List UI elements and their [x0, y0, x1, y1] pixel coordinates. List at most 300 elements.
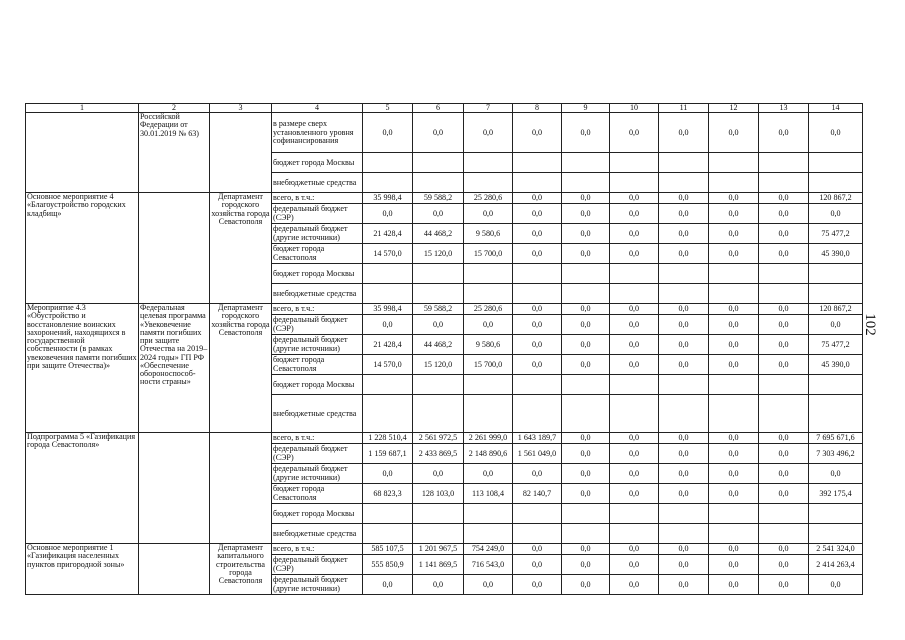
value-cell — [562, 524, 610, 544]
value-cell — [562, 504, 610, 524]
value-cell: 120 867,2 — [809, 304, 863, 315]
value-cell: 0,0 — [759, 544, 809, 555]
value-cell: 0,0 — [709, 433, 759, 444]
value-cell: 75 477,2 — [809, 224, 863, 244]
value-cell — [513, 504, 562, 524]
value-cell: 0,0 — [562, 113, 610, 153]
value-cell — [464, 173, 513, 193]
value-cell: 15 120,0 — [413, 244, 464, 264]
value-cell: 2 561 972,5 — [413, 433, 464, 444]
value-cell — [659, 173, 709, 193]
value-cell — [759, 173, 809, 193]
value-cell — [413, 395, 464, 433]
value-cell: 0,0 — [709, 244, 759, 264]
value-cell: 0,0 — [659, 304, 709, 315]
value-cell: 0,0 — [562, 355, 610, 375]
value-cell — [809, 173, 863, 193]
value-cell: 0,0 — [759, 204, 809, 224]
value-cell — [562, 264, 610, 284]
value-cell — [413, 504, 464, 524]
value-cell: 0,0 — [562, 555, 610, 575]
value-cell — [759, 524, 809, 544]
value-cell: 0,0 — [809, 113, 863, 153]
value-cell: 0,0 — [513, 555, 562, 575]
value-cell — [659, 524, 709, 544]
value-cell: 0,0 — [709, 193, 759, 204]
program-cell — [139, 544, 210, 595]
value-cell: 0,0 — [659, 555, 709, 575]
source-label-cell: в размере сверх установленного уровня софинансирования — [272, 113, 363, 153]
value-cell: 59 588,2 — [413, 304, 464, 315]
table-row — [26, 193, 863, 204]
value-cell: 0,0 — [759, 315, 809, 335]
value-cell: 0,0 — [659, 355, 709, 375]
value-cell — [709, 173, 759, 193]
budget-table — [25, 103, 863, 595]
value-cell: 0,0 — [610, 464, 659, 484]
value-cell: 0,0 — [513, 464, 562, 484]
value-cell: 0,0 — [709, 224, 759, 244]
value-cell: 0,0 — [610, 555, 659, 575]
value-cell — [513, 375, 562, 395]
value-cell: 392 175,4 — [809, 484, 863, 504]
value-cell — [363, 173, 413, 193]
value-cell: 0,0 — [709, 555, 759, 575]
value-cell: 0,0 — [413, 204, 464, 224]
value-cell — [809, 264, 863, 284]
value-cell: 0,0 — [562, 204, 610, 224]
value-cell: 0,0 — [659, 433, 709, 444]
value-cell — [709, 284, 759, 304]
value-cell — [709, 153, 759, 173]
value-cell: 0,0 — [659, 464, 709, 484]
value-cell: 0,0 — [759, 464, 809, 484]
header-cell: 6 — [413, 104, 464, 113]
value-cell — [363, 504, 413, 524]
value-cell: 0,0 — [759, 224, 809, 244]
value-cell — [809, 153, 863, 173]
value-cell: 0,0 — [659, 224, 709, 244]
value-cell: 0,0 — [709, 204, 759, 224]
value-cell — [709, 395, 759, 433]
value-cell — [464, 395, 513, 433]
value-cell: 0,0 — [562, 244, 610, 264]
executor-cell: Департамент городского хозяйства города Севастополя — [210, 193, 272, 304]
value-cell: 0,0 — [363, 315, 413, 335]
value-cell: 0,0 — [709, 444, 759, 464]
value-cell: 0,0 — [562, 193, 610, 204]
table-row — [26, 544, 863, 555]
value-cell: 0,0 — [562, 575, 610, 595]
value-cell — [610, 395, 659, 433]
value-cell — [809, 524, 863, 544]
value-cell — [464, 284, 513, 304]
value-cell: 0,0 — [809, 204, 863, 224]
value-cell: 0,0 — [562, 544, 610, 555]
value-cell: 555 850,9 — [363, 555, 413, 575]
value-cell: 0,0 — [363, 113, 413, 153]
value-cell — [363, 395, 413, 433]
value-cell: 14 570,0 — [363, 355, 413, 375]
value-cell: 0,0 — [562, 224, 610, 244]
value-cell — [513, 153, 562, 173]
table-header-row — [26, 104, 863, 113]
value-cell: 0,0 — [413, 315, 464, 335]
value-cell — [610, 375, 659, 395]
value-cell: 1 228 510,4 — [363, 433, 413, 444]
value-cell — [659, 264, 709, 284]
value-cell: 82 140,7 — [513, 484, 562, 504]
value-cell: 1 159 687,1 — [363, 444, 413, 464]
value-cell: 2 414 263,4 — [809, 555, 863, 575]
value-cell: 0,0 — [464, 113, 513, 153]
value-cell — [513, 264, 562, 284]
value-cell — [464, 153, 513, 173]
value-cell: 0,0 — [610, 113, 659, 153]
value-cell: 0,0 — [513, 544, 562, 555]
value-cell: 0,0 — [809, 315, 863, 335]
value-cell: 0,0 — [709, 355, 759, 375]
item-name-cell: Подпрограмма 5 «Газификация города Севастополя» — [26, 433, 139, 544]
value-cell: 0,0 — [709, 484, 759, 504]
value-cell: 0,0 — [759, 355, 809, 375]
value-cell: 9 580,6 — [464, 224, 513, 244]
value-cell: 0,0 — [363, 204, 413, 224]
source-label-cell: бюджет города Севастополя — [272, 355, 363, 375]
value-cell — [759, 153, 809, 173]
value-cell: 0,0 — [759, 113, 809, 153]
value-cell: 35 998,4 — [363, 304, 413, 315]
value-cell: 0,0 — [562, 444, 610, 464]
value-cell: 44 468,2 — [413, 335, 464, 355]
header-cell: 13 — [759, 104, 809, 113]
value-cell: 44 468,2 — [413, 224, 464, 244]
value-cell — [610, 504, 659, 524]
value-cell: 2 541 324,0 — [809, 544, 863, 555]
value-cell: 0,0 — [659, 315, 709, 335]
program-cell: Российской Федерации от 30.01.2019 № 63) — [139, 113, 210, 193]
value-cell — [562, 375, 610, 395]
item-name-cell: Основное мероприятие 4 «Благоустройство городских кладбищ» — [26, 193, 139, 304]
executor-cell: Департамент капитального строительства города Севастополя — [210, 544, 272, 595]
executor-cell — [210, 113, 272, 193]
item-name-cell: Мероприятие 4.3 «Обустройство и восстановление воинских захоронений, находящихся в государственной собственности (в рамках увековечения памяти погибших при защите Отечества)» — [26, 304, 139, 433]
value-cell: 0,0 — [659, 544, 709, 555]
header-cell: 5 — [363, 104, 413, 113]
source-label-cell: внебюджетные средства — [272, 173, 363, 193]
value-cell — [759, 504, 809, 524]
value-cell — [809, 395, 863, 433]
value-cell: 0,0 — [709, 304, 759, 315]
value-cell: 2 261 999,0 — [464, 433, 513, 444]
source-label-cell: федеральный бюджет (другие источники) — [272, 575, 363, 595]
value-cell: 25 280,6 — [464, 304, 513, 315]
source-label-cell: федеральный бюджет (другие источники) — [272, 335, 363, 355]
value-cell: 0,0 — [759, 433, 809, 444]
value-cell: 0,0 — [513, 113, 562, 153]
source-label-cell: бюджет города Севастополя — [272, 244, 363, 264]
value-cell: 0,0 — [659, 204, 709, 224]
value-cell: 45 390,0 — [809, 355, 863, 375]
value-cell: 15 120,0 — [413, 355, 464, 375]
value-cell: 0,0 — [709, 335, 759, 355]
executor-cell: Департамент городского хозяйства города Севастополя — [210, 304, 272, 433]
value-cell: 0,0 — [610, 355, 659, 375]
value-cell: 0,0 — [363, 464, 413, 484]
value-cell: 0,0 — [659, 193, 709, 204]
item-name-cell: Основное мероприятие 1 «Газификация населенных пунктов пригородной зоны» — [26, 544, 139, 595]
value-cell — [413, 284, 464, 304]
value-cell: 21 428,4 — [363, 335, 413, 355]
value-cell — [809, 375, 863, 395]
value-cell: 0,0 — [610, 193, 659, 204]
value-cell — [413, 375, 464, 395]
value-cell — [709, 375, 759, 395]
value-cell: 2 433 869,5 — [413, 444, 464, 464]
value-cell: 0,0 — [809, 575, 863, 595]
value-cell: 0,0 — [759, 244, 809, 264]
value-cell — [759, 284, 809, 304]
value-cell: 0,0 — [659, 335, 709, 355]
value-cell: 0,0 — [562, 433, 610, 444]
value-cell: 0,0 — [513, 575, 562, 595]
value-cell: 0,0 — [562, 484, 610, 504]
value-cell: 15 700,0 — [464, 244, 513, 264]
source-label-cell: федеральный бюджет (СЭР) — [272, 204, 363, 224]
value-cell: 0,0 — [610, 444, 659, 464]
value-cell: 0,0 — [562, 304, 610, 315]
page-number: 102 — [861, 313, 878, 336]
source-label-cell: всего, в т.ч.: — [272, 193, 363, 204]
value-cell: 0,0 — [513, 315, 562, 335]
value-cell: 2 148 890,6 — [464, 444, 513, 464]
source-label-cell: внебюджетные средства — [272, 395, 363, 433]
value-cell: 0,0 — [659, 575, 709, 595]
value-cell — [659, 375, 709, 395]
value-cell — [610, 284, 659, 304]
value-cell: 0,0 — [610, 544, 659, 555]
value-cell: 113 108,4 — [464, 484, 513, 504]
value-cell: 7 303 496,2 — [809, 444, 863, 464]
value-cell: 0,0 — [659, 244, 709, 264]
value-cell — [759, 264, 809, 284]
source-label-cell: всего, в т.ч.: — [272, 433, 363, 444]
value-cell — [610, 173, 659, 193]
source-label-cell: бюджет города Москвы — [272, 264, 363, 284]
program-cell: Федеральная целевая программа «Увековечение памяти погибших при защите Отечества на 2019–2024 годы» ГП РФ «Обеспечение обороноспособ-ности страны» — [139, 304, 210, 433]
value-cell: 45 390,0 — [809, 244, 863, 264]
value-cell: 0,0 — [759, 444, 809, 464]
header-cell: 12 — [709, 104, 759, 113]
value-cell: 0,0 — [759, 555, 809, 575]
program-cell — [139, 433, 210, 544]
value-cell: 754 249,0 — [464, 544, 513, 555]
value-cell: 585 107,5 — [363, 544, 413, 555]
source-label-cell: бюджет города Севастополя — [272, 484, 363, 504]
source-label-cell: всего, в т.ч.: — [272, 544, 363, 555]
value-cell — [610, 524, 659, 544]
value-cell — [759, 375, 809, 395]
value-cell: 0,0 — [610, 575, 659, 595]
value-cell — [363, 375, 413, 395]
value-cell: 0,0 — [562, 315, 610, 335]
value-cell — [413, 264, 464, 284]
value-cell — [562, 153, 610, 173]
value-cell — [809, 284, 863, 304]
value-cell — [513, 395, 562, 433]
value-cell — [363, 284, 413, 304]
value-cell: 0,0 — [513, 193, 562, 204]
value-cell: 0,0 — [709, 315, 759, 335]
value-cell: 1 643 189,7 — [513, 433, 562, 444]
value-cell: 0,0 — [709, 464, 759, 484]
value-cell: 0,0 — [562, 464, 610, 484]
table-row — [26, 113, 863, 153]
item-name-cell — [26, 113, 139, 193]
value-cell: 0,0 — [759, 335, 809, 355]
source-label-cell: федеральный бюджет (СЭР) — [272, 315, 363, 335]
value-cell: 120 867,2 — [809, 193, 863, 204]
source-label-cell: внебюджетные средства — [272, 524, 363, 544]
value-cell — [659, 153, 709, 173]
source-label-cell: федеральный бюджет (СЭР) — [272, 444, 363, 464]
value-cell: 716 543,0 — [464, 555, 513, 575]
value-cell — [464, 375, 513, 395]
value-cell: 0,0 — [709, 544, 759, 555]
value-cell: 0,0 — [610, 224, 659, 244]
value-cell — [413, 153, 464, 173]
value-cell — [363, 153, 413, 173]
table-body — [26, 104, 863, 595]
source-label-cell: бюджет города Москвы — [272, 504, 363, 524]
source-label-cell: бюджет города Москвы — [272, 375, 363, 395]
value-cell — [413, 173, 464, 193]
value-cell: 15 700,0 — [464, 355, 513, 375]
value-cell: 0,0 — [513, 244, 562, 264]
source-label-cell: бюджет города Москвы — [272, 153, 363, 173]
value-cell: 35 998,4 — [363, 193, 413, 204]
value-cell: 9 580,6 — [464, 335, 513, 355]
value-cell: 128 103,0 — [413, 484, 464, 504]
value-cell: 0,0 — [413, 575, 464, 595]
value-cell: 0,0 — [709, 575, 759, 595]
value-cell: 1 141 869,5 — [413, 555, 464, 575]
header-cell: 2 — [139, 104, 210, 113]
value-cell: 59 588,2 — [413, 193, 464, 204]
value-cell — [709, 524, 759, 544]
value-cell: 0,0 — [759, 484, 809, 504]
value-cell — [809, 504, 863, 524]
value-cell: 0,0 — [659, 484, 709, 504]
value-cell: 0,0 — [659, 444, 709, 464]
value-cell: 0,0 — [610, 204, 659, 224]
value-cell: 0,0 — [659, 113, 709, 153]
value-cell: 1 561 049,0 — [513, 444, 562, 464]
value-cell — [610, 153, 659, 173]
value-cell — [562, 395, 610, 433]
value-cell: 0,0 — [513, 355, 562, 375]
value-cell — [562, 284, 610, 304]
value-cell: 21 428,4 — [363, 224, 413, 244]
value-cell: 0,0 — [562, 335, 610, 355]
header-cell: 7 — [464, 104, 513, 113]
value-cell — [709, 504, 759, 524]
value-cell: 75 477,2 — [809, 335, 863, 355]
value-cell: 0,0 — [809, 464, 863, 484]
source-label-cell: федеральный бюджет (СЭР) — [272, 555, 363, 575]
table-row — [26, 304, 863, 315]
value-cell — [363, 264, 413, 284]
header-cell: 9 — [562, 104, 610, 113]
value-cell: 0,0 — [363, 575, 413, 595]
value-cell: 68 823,3 — [363, 484, 413, 504]
value-cell — [513, 284, 562, 304]
source-label-cell: федеральный бюджет (другие источники) — [272, 224, 363, 244]
value-cell — [413, 524, 464, 544]
source-label-cell: федеральный бюджет (другие источники) — [272, 464, 363, 484]
value-cell — [709, 264, 759, 284]
executor-cell — [210, 433, 272, 544]
value-cell — [562, 173, 610, 193]
value-cell: 0,0 — [513, 204, 562, 224]
value-cell: 0,0 — [759, 193, 809, 204]
value-cell: 1 201 967,5 — [413, 544, 464, 555]
value-cell: 0,0 — [464, 575, 513, 595]
value-cell: 0,0 — [759, 304, 809, 315]
value-cell: 0,0 — [513, 304, 562, 315]
value-cell — [659, 504, 709, 524]
value-cell — [464, 524, 513, 544]
value-cell — [513, 173, 562, 193]
value-cell: 0,0 — [513, 335, 562, 355]
value-cell: 0,0 — [759, 575, 809, 595]
value-cell — [659, 284, 709, 304]
value-cell: 7 695 671,6 — [809, 433, 863, 444]
header-cell: 8 — [513, 104, 562, 113]
header-cell: 14 — [809, 104, 863, 113]
value-cell: 0,0 — [610, 484, 659, 504]
header-cell: 1 — [26, 104, 139, 113]
value-cell: 14 570,0 — [363, 244, 413, 264]
value-cell: 0,0 — [464, 315, 513, 335]
value-cell: 0,0 — [464, 204, 513, 224]
value-cell: 0,0 — [464, 464, 513, 484]
value-cell — [464, 264, 513, 284]
source-label-cell: всего, в т.ч.: — [272, 304, 363, 315]
value-cell — [464, 504, 513, 524]
value-cell — [513, 524, 562, 544]
value-cell: 0,0 — [610, 433, 659, 444]
value-cell — [610, 264, 659, 284]
header-cell: 4 — [272, 104, 363, 113]
header-cell: 3 — [210, 104, 272, 113]
program-cell — [139, 193, 210, 304]
value-cell: 0,0 — [610, 244, 659, 264]
value-cell: 25 280,6 — [464, 193, 513, 204]
value-cell: 0,0 — [610, 335, 659, 355]
value-cell — [759, 395, 809, 433]
value-cell: 0,0 — [413, 113, 464, 153]
source-label-cell: внебюджетные средства — [272, 284, 363, 304]
table-row — [26, 433, 863, 444]
value-cell: 0,0 — [610, 315, 659, 335]
value-cell: 0,0 — [513, 224, 562, 244]
header-cell: 11 — [659, 104, 709, 113]
value-cell: 0,0 — [413, 464, 464, 484]
value-cell: 0,0 — [709, 113, 759, 153]
value-cell: 0,0 — [610, 304, 659, 315]
header-cell: 10 — [610, 104, 659, 113]
